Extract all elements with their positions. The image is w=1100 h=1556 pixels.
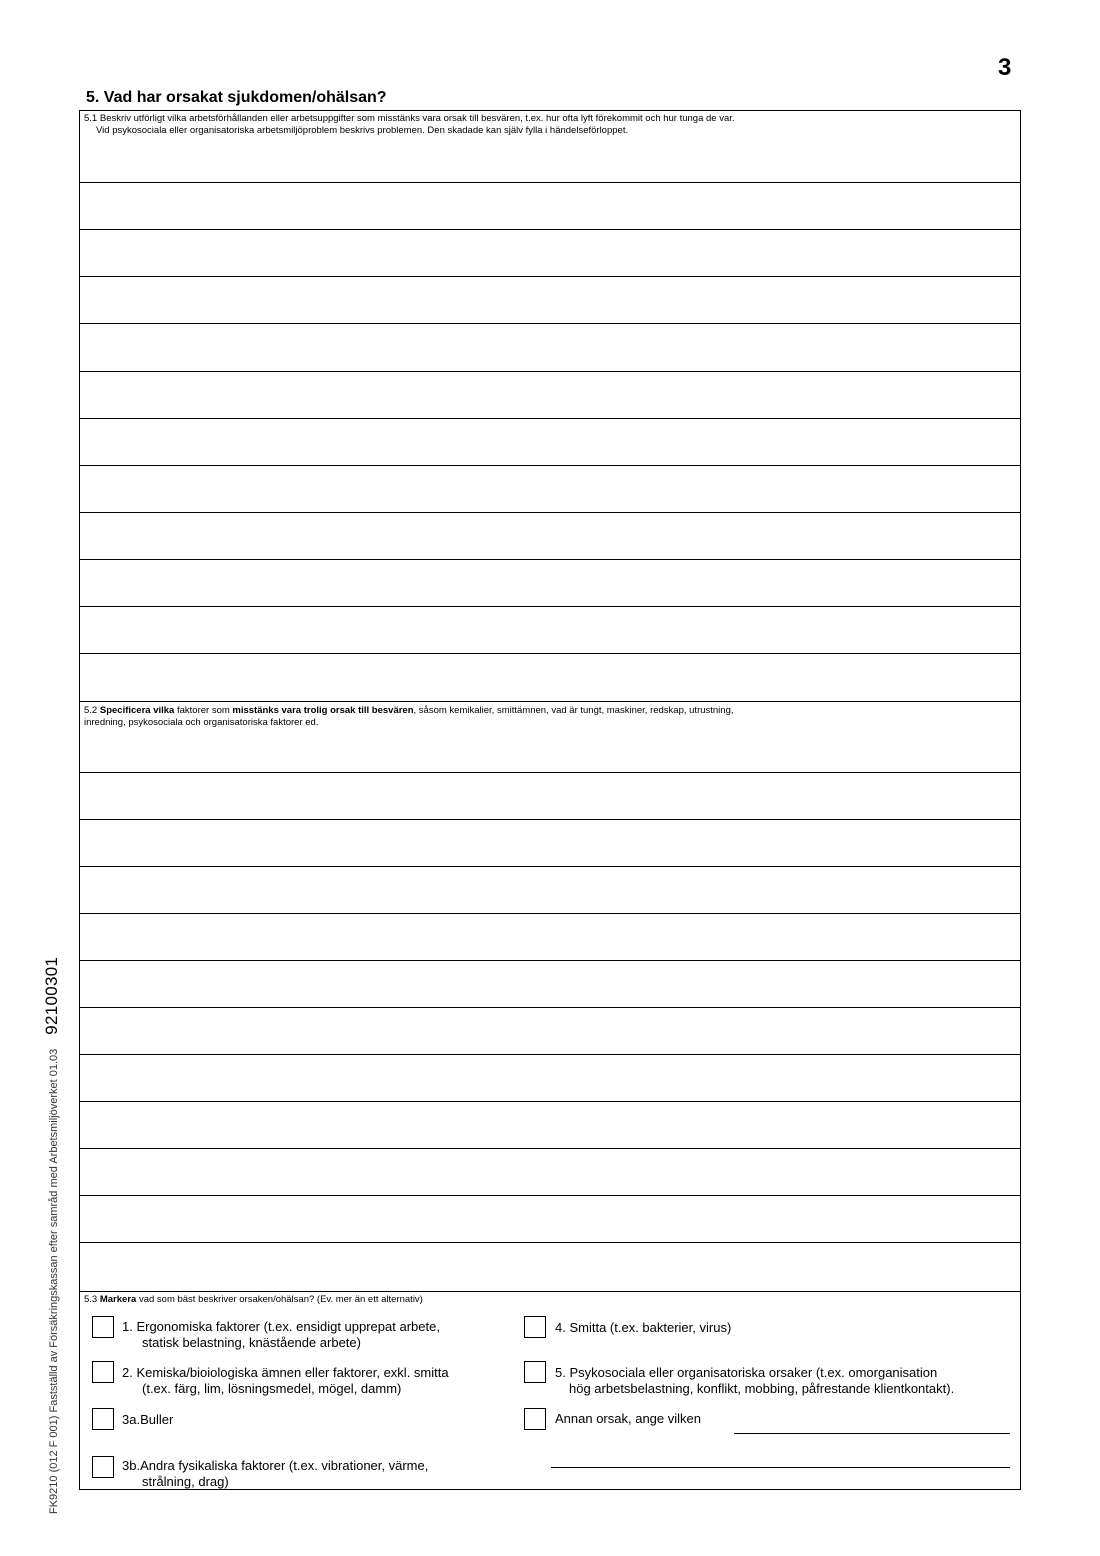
option-physical <box>122 1458 428 1490</box>
option-psychosocial <box>555 1365 954 1397</box>
answer-5-2-line-7[interactable] <box>80 1054 1020 1055</box>
answer-5-2-line-4[interactable] <box>80 913 1020 914</box>
answer-5-2-line-5[interactable] <box>80 960 1020 961</box>
option-chemical-line1: 2. Kemiska/bioiologiska ämnen eller faktorer, exkl. smitta <box>122 1365 449 1380</box>
option-chemical <box>122 1365 449 1397</box>
answer-5-1-line-4[interactable] <box>80 323 1020 324</box>
answer-5-2-line-6[interactable] <box>80 1007 1020 1008</box>
answer-5-1-line-10[interactable] <box>80 606 1020 607</box>
other-cause-input-line-1[interactable] <box>734 1433 1010 1434</box>
answer-5-1-line-11[interactable] <box>80 653 1020 654</box>
answer-5-2-line-9[interactable] <box>80 1148 1020 1149</box>
checkbox-noise[interactable] <box>92 1408 114 1430</box>
option-ergonomic-line2: statisk belastning, knästående arbete) <box>142 1335 361 1350</box>
answer-5-2-line-2[interactable] <box>80 819 1020 820</box>
answer-5-1-line-3[interactable] <box>80 276 1020 277</box>
form-code: 92100301 <box>42 956 61 1035</box>
option-infection <box>555 1320 731 1336</box>
option-other-cause-line1: Annan orsak, ange vilken <box>555 1411 701 1426</box>
option-noise-line1: 3a.Buller <box>122 1412 174 1427</box>
option-infection-line1: 4. Smitta (t.ex. bakterier, virus) <box>555 1320 732 1335</box>
checkbox-ergonomic[interactable] <box>92 1316 114 1338</box>
answer-5-2-line-10[interactable] <box>80 1195 1020 1196</box>
option-other-cause <box>555 1411 701 1427</box>
answer-5-2-line-1[interactable] <box>80 772 1020 773</box>
question-5-2-number: 5.2 <box>84 705 98 716</box>
option-noise <box>122 1412 173 1428</box>
form-reference-text: FK9210 (012 F 001) Fastställd av Försäkringskassan efter samråd med Arbetsmiljöverket 01.03 <box>48 1048 60 1514</box>
option-ergonomic <box>122 1319 440 1351</box>
question-5-3-prompt <box>84 1294 1012 1306</box>
question-5-2-text1: faktorer som <box>174 705 233 716</box>
question-5-2-divider <box>80 701 1020 702</box>
question-5-3-divider <box>80 1291 1020 1292</box>
page-number: 3 <box>998 54 1012 81</box>
answer-5-2-line-11[interactable] <box>80 1242 1020 1243</box>
checkbox-chemical[interactable] <box>92 1361 114 1383</box>
question-5-1-prompt <box>84 113 1012 136</box>
question-5-1-number: 5.1 <box>84 113 98 124</box>
question-5-1-line1: Beskriv utförligt vilka arbetsförhållanden eller arbetsuppgifter som misstänks vara orsak till besvären, t.ex. hur ofta lyft förekommit och hur tunga de var. <box>99 113 735 124</box>
answer-5-2-line-3[interactable] <box>80 866 1020 867</box>
form-box <box>79 110 1021 1490</box>
checkbox-other-cause[interactable] <box>524 1408 546 1430</box>
option-ergonomic-line1: 1. Ergonomiska faktorer (t.ex. ensidigt upprepat arbete, <box>122 1319 440 1334</box>
answer-5-1-line-5[interactable] <box>80 371 1020 372</box>
other-cause-input-line-2[interactable] <box>551 1467 1010 1468</box>
answer-5-1-line-9[interactable] <box>80 559 1020 560</box>
question-5-3-bold: Markera <box>99 1294 137 1305</box>
question-5-2-prompt <box>84 705 1012 728</box>
checkbox-infection[interactable] <box>524 1316 546 1338</box>
question-5-3-number: 5.3 <box>84 1294 98 1305</box>
option-physical-line1: 3b.Andra fysikaliska faktorer (t.ex. vibrationer, värme, <box>122 1458 429 1473</box>
section-title: 5. Vad har orsakat sjukdomen/ohälsan? <box>86 89 387 106</box>
answer-5-1-line-6[interactable] <box>80 418 1020 419</box>
answer-5-2-line-8[interactable] <box>80 1101 1020 1102</box>
answer-5-1-line-2[interactable] <box>80 229 1020 230</box>
option-psychosocial-line1: 5. Psykosociala eller organisatoriska orsaker (t.ex. omorganisation <box>555 1365 938 1380</box>
option-psychosocial-line2: hög arbetsbelastning, konflikt, mobbing, påfrestande klientkontakt). <box>569 1381 955 1396</box>
checkbox-psychosocial[interactable] <box>524 1361 546 1383</box>
answer-5-1-line-7[interactable] <box>80 465 1020 466</box>
question-5-2-text2: , såsom kemikalier, smittämnen, vad är tungt, maskiner, redskap, utrustning, <box>413 705 734 716</box>
option-physical-line2: strålning, drag) <box>142 1474 229 1489</box>
question-5-2-bold1: Specificera vilka <box>99 705 175 716</box>
answer-5-1-line-1[interactable] <box>80 182 1020 183</box>
answer-5-1-line-8[interactable] <box>80 512 1020 513</box>
form-reference-vertical <box>42 957 62 1514</box>
question-5-2-line2: inredning, psykosociala och organisatoriska faktorer ed. <box>84 716 319 728</box>
option-chemical-line2: (t.ex. färg, lim, lösningsmedel, mögel, damm) <box>142 1381 402 1396</box>
question-5-3-text: vad som bäst beskriver orsaken/ohälsan? (Ev. mer än ett alternativ) <box>136 1294 423 1305</box>
checkbox-physical[interactable] <box>92 1456 114 1478</box>
question-5-2-bold2: misstänks vara trolig orsak till besvären <box>232 705 414 716</box>
question-5-1-line2: Vid psykosociala eller organisatoriska arbetsmiljöproblem beskrivs problemen. Den skadade kan själv fylla i händelseförloppet. <box>96 124 629 136</box>
